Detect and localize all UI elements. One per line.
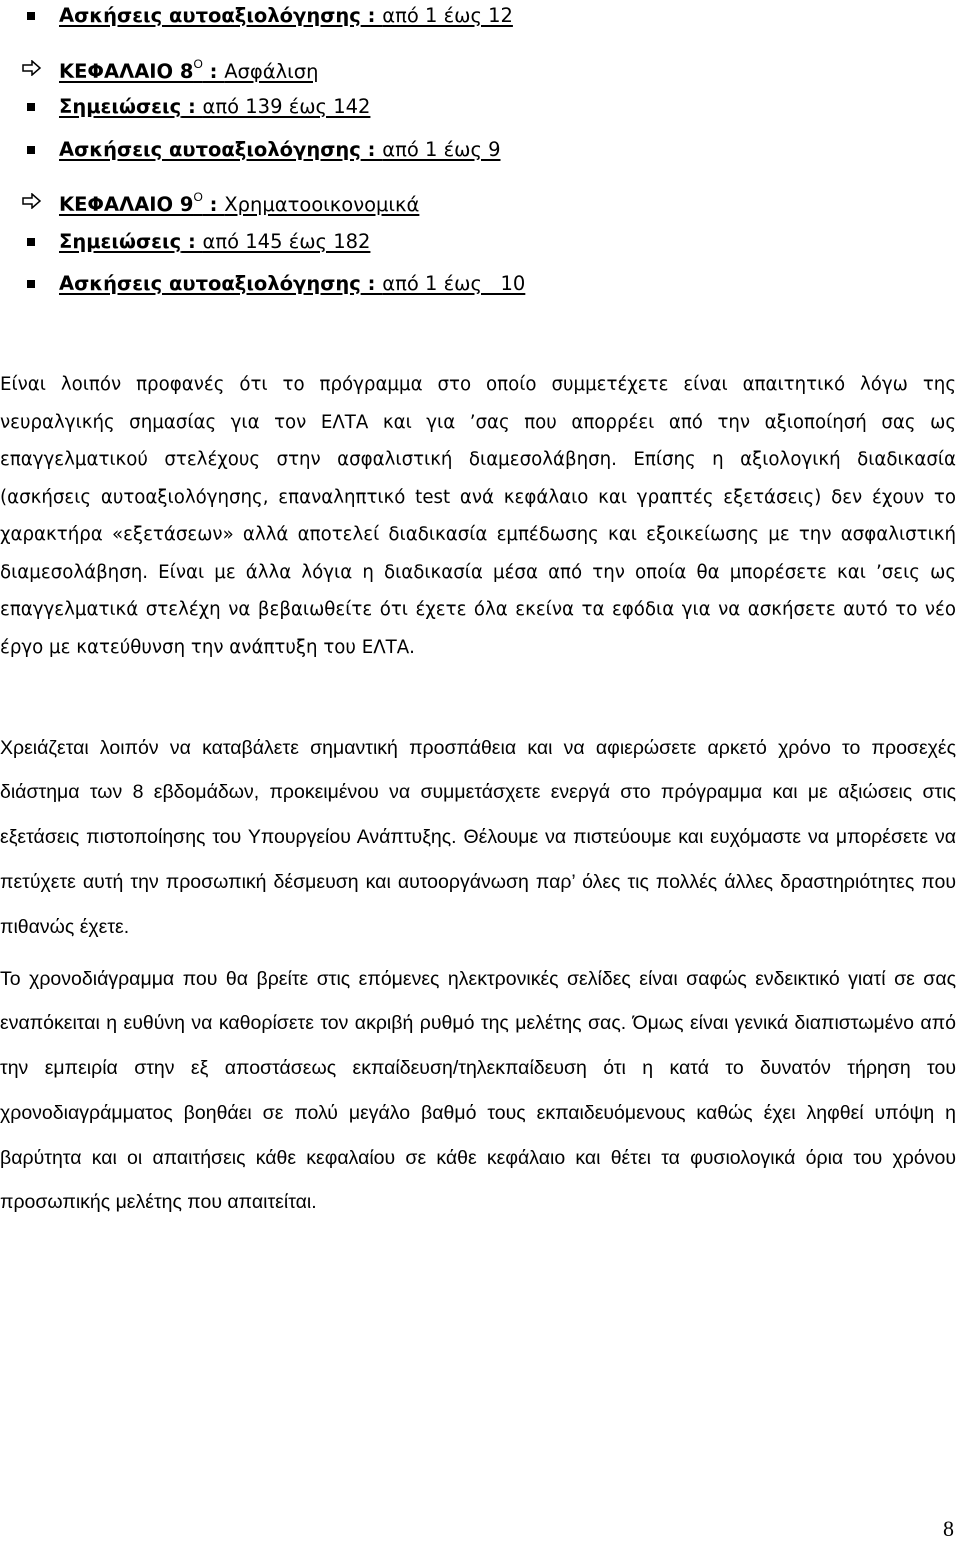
paragraph-schedule: Το χρονοδιάγραμμα που θα βρείτε στις επόμενες ηλεκτρονικές σελίδες είναι σαφώς ενδεικτικό γιατί σε σας εναπόκειται η ευθύνη να καθορίσετε τον ακριβή ρυθμό της μελέτης σας. Όμως είναι γενικά διαπιστωμένο από την εμπειρία στην εξ αποστάσεως εκπαίδευση/τηλεκπαίδευση ότι η κατά το δυνατόν τήρηση του χρονοδιαγράμματος βοηθάει σε πολύ μεγάλο βαθμό τους εκπαιδευόμενους καθώς έχει ληφθεί υπόψη η βαρύτητα και οι απαιτήσεις κάθε κεφαλαίου σε κάθε κεφάλαιο και θέτει τα φυσιολογικά όρια του χρόνου προσωπικής μελέτης που απαιτείται.: [0, 967, 956, 1214]
chapter-title: Ασφάλιση: [224, 59, 319, 83]
chapter-title: Χρηματοοικονομικά: [224, 192, 420, 216]
square-bullet-icon: [27, 12, 35, 20]
item-value: από 1 έως 12: [382, 4, 513, 27]
page-number: 8: [943, 1516, 954, 1541]
item-label: Σημειώσεις: [59, 230, 182, 253]
item-label: Ασκήσεις αυτοαξιολόγησης: [59, 4, 361, 27]
square-bullet-icon: [27, 280, 35, 288]
item-label: Ασκήσεις αυτοαξιολόγησης: [59, 272, 361, 295]
item-label: Σημειώσεις: [59, 95, 182, 118]
item-value: από 139 έως 142: [202, 95, 371, 118]
arrow-right-icon: [22, 60, 42, 76]
square-bullet-icon: [27, 103, 35, 111]
paragraph-program-importance: Είναι λοιπόν προφανές ότι το πρόγραμμα στο οποίο συμμετέχετε είναι απαιτητικό λόγω της νευραλγικής σημασίας για τον ΕΛΤΑ και για ’σας που απορρέει από την αξιοποίησή σας ως επαγγελματικού στελέχους στην ασφαλιστική διαμεσολάβηση. Επίσης η αξιολογική διαδικασία (ασκήσεις αυτοαξιολόγησης, επαναληπτικό test ανά κεφάλαιο και γραπτές εξετάσεις) δεν έχουν το χαρακτήρα «εξετάσεων» αλλά αποτελεί διαδικασία εμπέδωσης και εξοικείωσης με την ασφαλιστική διαμεσολάβηση. Είναι με άλλα λόγια η διαδικασία μέσα από την οποία θα μπορέσετε και ’σεις ως επαγγελματικά στελέχη να βεβαιωθείτε ότι έχετε όλα εκείνα τα εφόδια για να ασκήσετε αυτό το νέο έργο με κατεύθυνση την ανάπτυξη του ΕΛΤΑ.: [0, 374, 956, 658]
item-value: από 1 έως 9: [382, 138, 501, 161]
chapter-label: ΚΕΦΑΛΑΙΟ 8: [59, 59, 194, 83]
paragraph-effort-required: Χρειάζεται λοιπόν να καταβάλετε σημαντική προσπάθεια και να αφιερώσετε αρκετό χρόνο το προσεχές διάστημα των 8 εβδομάδων, προκειμένου να συμμετάσχετε ενεργά στο πρόγραμμα και με αξιώσεις στις εξετάσεις πιστοποίησης του Υπουργείου Ανάπτυξης. Θέλουμε να πιστεύουμε και ευχόμαστε να μπορέσετε να πετύχετε αυτή την προσωπική δέσμευση και αυτοοργάνωση παρ’ όλες τις πολλές άλλες δραστηριότητες που πιθανώς έχετε.: [0, 736, 956, 938]
arrow-right-icon: [22, 193, 42, 209]
chapter-label: ΚΕΦΑΛΑΙΟ 9: [59, 192, 194, 216]
item-value: από 145 έως 182: [202, 230, 371, 253]
item-label: Ασκήσεις αυτοαξιολόγησης: [59, 138, 361, 161]
square-bullet-icon: [27, 146, 35, 154]
square-bullet-icon: [27, 238, 35, 246]
item-value: από 1 έως 10: [382, 272, 526, 295]
